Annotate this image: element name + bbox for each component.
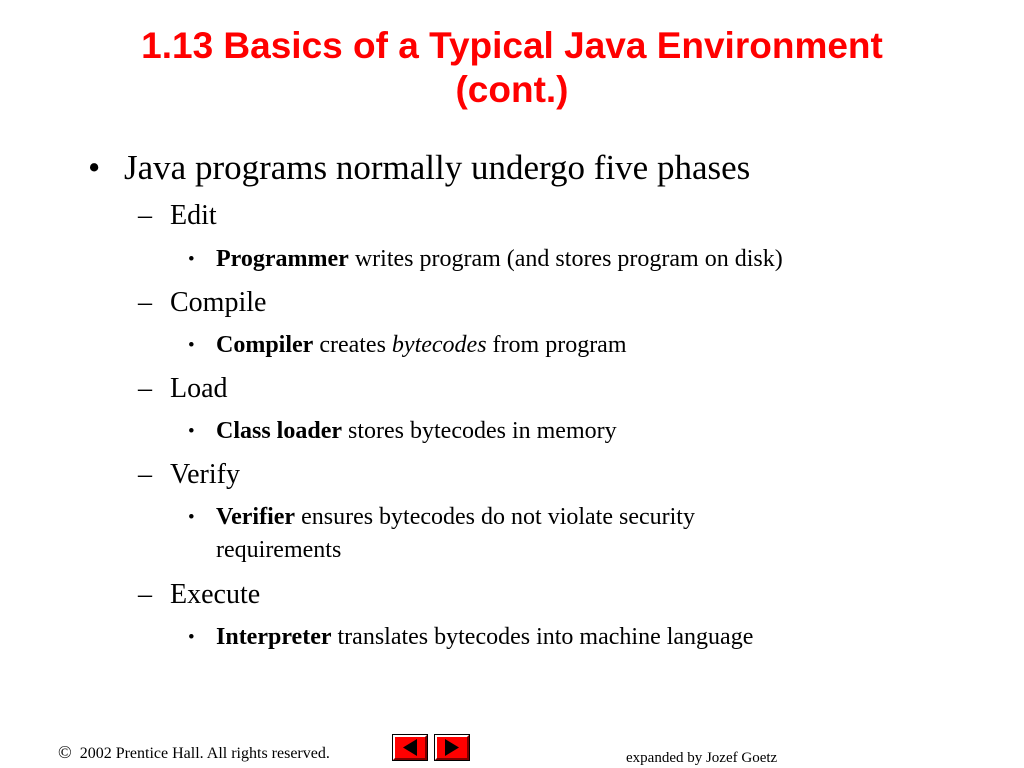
- next-slide-button[interactable]: [435, 735, 469, 760]
- bullet-marker: •: [188, 507, 195, 528]
- dash-marker: –: [138, 373, 152, 404]
- detail-bold: Compiler: [216, 332, 314, 358]
- main-bullet-text: Java programs normally undergo five phases: [124, 148, 751, 187]
- author-credit: expanded by Jozef Goetz: [626, 750, 778, 766]
- phase-name: Execute: [170, 579, 261, 610]
- detail-bold: Verifier: [216, 504, 296, 530]
- detail-bold: Interpreter: [216, 624, 332, 650]
- bullet-marker: •: [188, 627, 195, 648]
- dash-marker: –: [138, 579, 152, 610]
- phase-name: Edit: [170, 200, 217, 231]
- detail-text: stores bytecodes in memory: [342, 418, 617, 444]
- dash-marker: –: [138, 287, 152, 318]
- bullet-marker: •: [188, 249, 195, 270]
- bullet-marker: •: [188, 421, 195, 442]
- detail-line-2: requirements: [216, 537, 342, 563]
- title-line-1: 1.13 Basics of a Typical Java Environment: [141, 25, 883, 66]
- detail-tail: from program: [486, 332, 627, 358]
- slide-title: [0, 24, 1024, 112]
- bullet-marker: •: [188, 335, 195, 356]
- title-line-2: (cont.): [455, 69, 569, 110]
- copyright-symbol: ©: [58, 742, 72, 762]
- copyright-notice: [58, 742, 330, 763]
- dash-marker: –: [138, 459, 152, 490]
- copyright-text: 2002 Prentice Hall. All rights reserved.: [75, 745, 330, 762]
- detail-italic: bytecodes: [391, 332, 487, 358]
- phase-verify-detail-cont: [216, 537, 341, 564]
- dash-marker: –: [138, 200, 152, 231]
- detail-text: writes program (and stores program on disk): [348, 246, 783, 272]
- previous-slide-button[interactable]: [393, 735, 427, 760]
- right-triangle-icon: [437, 737, 467, 758]
- left-triangle-icon: [395, 737, 425, 758]
- bullet-marker: •: [88, 148, 101, 187]
- phase-name: Load: [170, 373, 228, 404]
- detail-bold: Programmer: [216, 246, 349, 272]
- detail-text: creates: [313, 332, 392, 358]
- phase-name: Verify: [170, 459, 240, 490]
- detail-bold: Class loader: [216, 418, 342, 444]
- detail-text: translates bytecodes into machine language: [331, 624, 754, 650]
- detail-text: ensures bytecodes do not violate security: [295, 504, 695, 530]
- phase-name: Compile: [170, 287, 267, 318]
